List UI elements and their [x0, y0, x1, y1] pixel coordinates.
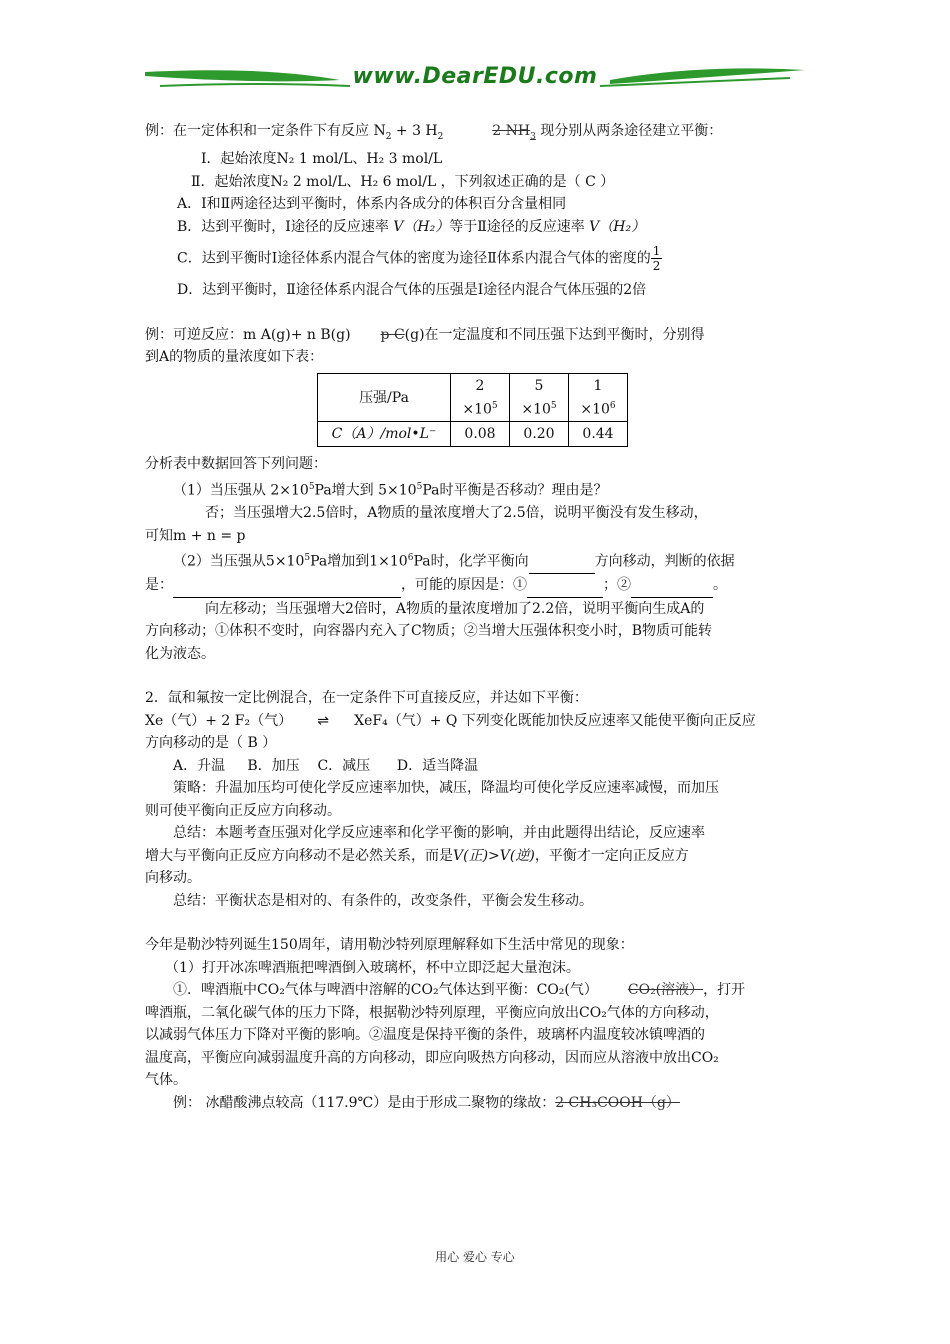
table-cell: 0.44: [569, 422, 628, 447]
answer-2-cont: 方向移动；①体积不变时，向容器内充入了C物质；②当增大压强体积变小时，B物质可能转: [145, 623, 712, 640]
question-2-cont: 是： ，可能的原因是：① ；② 。: [145, 574, 810, 598]
option-a: A．Ⅰ和Ⅱ两途径达到平衡时，体系内各成分的体积百分含量相同: [177, 196, 567, 213]
analysis-heading: 分析表中数据回答下列问题：: [145, 456, 327, 473]
problem-2-equation: Xe（气）+ 2 F₂（气） ⇌ XeF₄（气）+ Q 下列变化既能加快反应速率又能使平衡向正反应: [145, 710, 810, 733]
beer-answer-line-4: 温度高，平衡应向减弱温度升高的方向移动，即应向吸热方向移动，因而应从溶液中放出CO₂: [145, 1049, 719, 1066]
example-2-stem-cont: 到A的物质的量浓度如下表：: [145, 349, 324, 366]
page-header: [140, 60, 810, 100]
answer-2-end: 化为液态。: [145, 645, 215, 662]
site-logo: www.DearEDU.com: [352, 64, 598, 89]
beer-answer-line-3: 以减弱气体压力下降对平衡的影响。②温度是保持平衡的条件，玻璃杯内温度较冰镇啤酒的: [145, 1027, 705, 1044]
problem-2-equation-cont: 方向移动的是（ B ）: [145, 735, 277, 752]
page-footer: 用心 爱心 专心: [435, 1250, 515, 1264]
blank-reason-2: [631, 574, 713, 598]
acetic-acid-example: 例： 冰醋酸沸点较高（117.9℃）是由于形成二聚物的缘故：2 CH₃COOH（g）: [173, 1094, 680, 1111]
blank-basis: [173, 574, 401, 598]
table-cell: 0.08: [451, 422, 510, 447]
beer-answer-line-2: 啤酒瓶，二氧化碳气体的压力下降，根据勒沙特列原理，平衡应向放出CO₂气体的方向移动，: [145, 1004, 719, 1021]
question-1: （1）当压强从 $2\times 10^5Pa$增大到 $5\times 10^5Pa$时平衡是否移动？理由是？: [173, 481, 608, 499]
le-chatelier-intro: 今年是勒沙特列诞生150周年，请用勒沙特列原理解释如下生活中常见的现象：: [145, 937, 634, 954]
answer-2: 向左移动；当压强增大2倍时，A物质的量浓度增加了2.2倍，说明平衡向生成A的: [205, 600, 705, 617]
equilibrium-arrow-icon: 2 $NH_3$: [492, 123, 536, 142]
equilibrium-arrow-icon: p C: [380, 326, 405, 343]
option-c: C．达到平衡时Ⅰ途径体系内混合气体的密度为途径Ⅱ体系内混合气体的密度的 $\frac{1}{2}$: [177, 244, 661, 274]
blank-direction: [529, 551, 595, 575]
strategy: 策略：升温加压均可使化学反应速率加快，减压，降温均可使化学反应速率减慢，而加压: [173, 780, 719, 797]
summary-cont: 增大与平衡向正反应方向移动不是必然关系，而是V(正)>V(逆)，平衡才一定向正反应方: [145, 847, 689, 864]
summary-end: 向移动。: [145, 870, 201, 887]
problem-2-title: 2．氙和氟按一定比例混合，在一定条件下可直接反应，并达如下平衡：: [145, 690, 588, 707]
table-header-cell: 5 $\times 10^5$: [510, 373, 569, 422]
table-row: [318, 373, 628, 422]
strategy-cont: 则可使平衡向正反应方向移动。: [145, 802, 341, 819]
example-1-stem: 例：在一定体积和一定条件下有反应 $N_2 + 3$ $H_2$ 2 $NH_3$ 现分别从两条途径建立平衡：: [145, 120, 810, 148]
table-cell: C（A）/mol•L⁻: [318, 422, 451, 447]
example-2-stem: 例：可逆反应：m A(g)+ n B(g) p C(g)在一定温度和不同压强下达到平衡时，分别得: [145, 324, 810, 347]
beer-answer: ①．啤酒瓶中CO₂气体与啤酒中溶解的CO₂气体达到平衡：CO₂(气） CO₂(溶液），打开: [145, 979, 810, 1002]
document-body: [145, 120, 810, 1114]
beer-answer-line-5: 气体。: [145, 1072, 187, 1089]
equilibrium-arrow-icon: ⇌: [317, 712, 329, 729]
beer-question: （1）打开冰冻啤酒瓶把啤酒倒入玻璃杯，杯中立即泛起大量泡沫。: [165, 959, 580, 976]
summary: 总结：本题考查压强对化学反应速率和化学平衡的影响，并由此题得出结论，反应速率: [173, 825, 705, 842]
table-cell: 0.20: [510, 422, 569, 447]
path-1: Ⅰ．起始浓度N₂ 1 mol/L、H₂ 3 mol/L: [201, 151, 443, 168]
table-header-cell: 压强/Pa: [318, 373, 451, 422]
table-row: [318, 422, 628, 447]
answer-1: 否；当压强增大2.5倍时，A物质的量浓度增大了2.5倍，说明平衡没有发生移动，: [205, 505, 708, 522]
equilibrium-arrow-icon: CO₂(溶液）: [627, 982, 704, 999]
table-header-cell: 1 $\times 10^6$: [569, 373, 628, 422]
summary-2: 总结：平衡状态是相对的、有条件的，改变条件，平衡会发生移动。: [173, 892, 593, 909]
option-b: B．达到平衡时，Ⅰ途径的反应速率 V（H₂）等于Ⅱ途径的反应速率 V（H₂）: [177, 218, 646, 235]
concentration-table: [317, 373, 628, 448]
fraction-one-half: $\frac{1}{2}$: [652, 244, 661, 274]
blank-reason-1: [527, 574, 603, 598]
option-d: D．达到平衡时，Ⅱ途径体系内混合气体的压强是Ⅰ途径内混合气体压强的2倍: [177, 282, 647, 299]
question-2: （2）当压强从$5\times 10^5Pa$增加到$1\times 10^6Pa$时，化学平衡向 方向移动，判断的依据: [145, 547, 810, 574]
table-header-cell: 2 $\times 10^5$: [451, 373, 510, 422]
path-2: Ⅱ．起始浓度N₂ 2 mol/L、H₂ 6 mol/L ，下列叙述正确的是（ C ）: [191, 173, 615, 190]
answer-1-cont: 可知m + n = p: [145, 527, 246, 544]
problem-2-options: A．升温 B．加压 C．减压 D．适当降温: [173, 757, 479, 774]
